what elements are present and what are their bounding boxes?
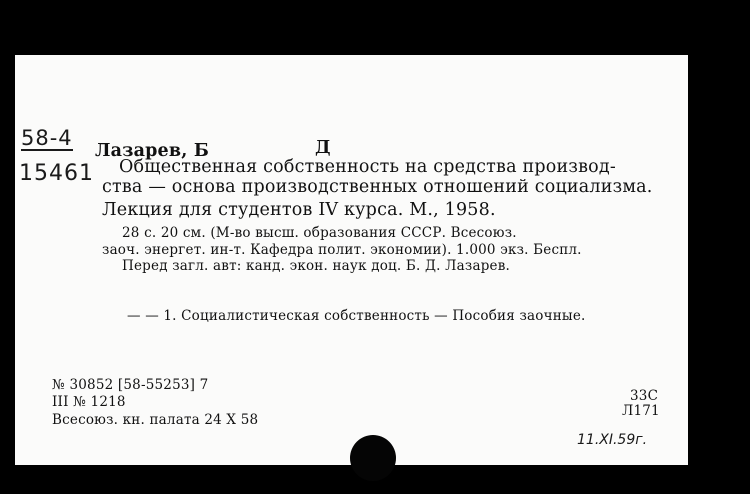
subject-heading: — — 1. Социалистическая собственность — Пособия заочные. (127, 308, 586, 324)
author-heading: Лазарев, Б (95, 141, 209, 161)
title-line-3: Лекция для студентов IV курса. М., 1958. (102, 200, 496, 220)
author-initial: Д (315, 138, 331, 158)
collation-line-1: 28 с. 20 см. (М-во высш. образования СССР. Всесоюз. (122, 225, 517, 241)
registration-line-3: Всесоюз. кн. палата 24 X 58 (52, 412, 259, 428)
classification-code: 33С (630, 388, 659, 404)
punch-hole (350, 435, 396, 481)
title-line-1: Общественная собственность на средства производ- (119, 157, 616, 177)
registration-line-2: III № 1218 (52, 394, 126, 410)
note-line: Перед загл. авт: канд. экон. наук доц. Б. Д. Лазарев. (122, 258, 511, 274)
catalog-card (15, 55, 688, 465)
title-line-2: ства — основа производственных отношений социализма. (102, 177, 653, 197)
call-number-bottom: 15461 (19, 161, 94, 186)
cutter-number: Л171 (622, 403, 660, 419)
handwritten-date: 11.XI.59г. (577, 432, 648, 448)
registration-line-1: № 30852 [58-55253] 7 (52, 377, 209, 393)
collation-line-2: заоч. энергет. ин-т. Кафедра полит. экономии). 1.000 экз. Беспл. (102, 242, 582, 258)
call-number-top: 58-4 (21, 126, 73, 150)
